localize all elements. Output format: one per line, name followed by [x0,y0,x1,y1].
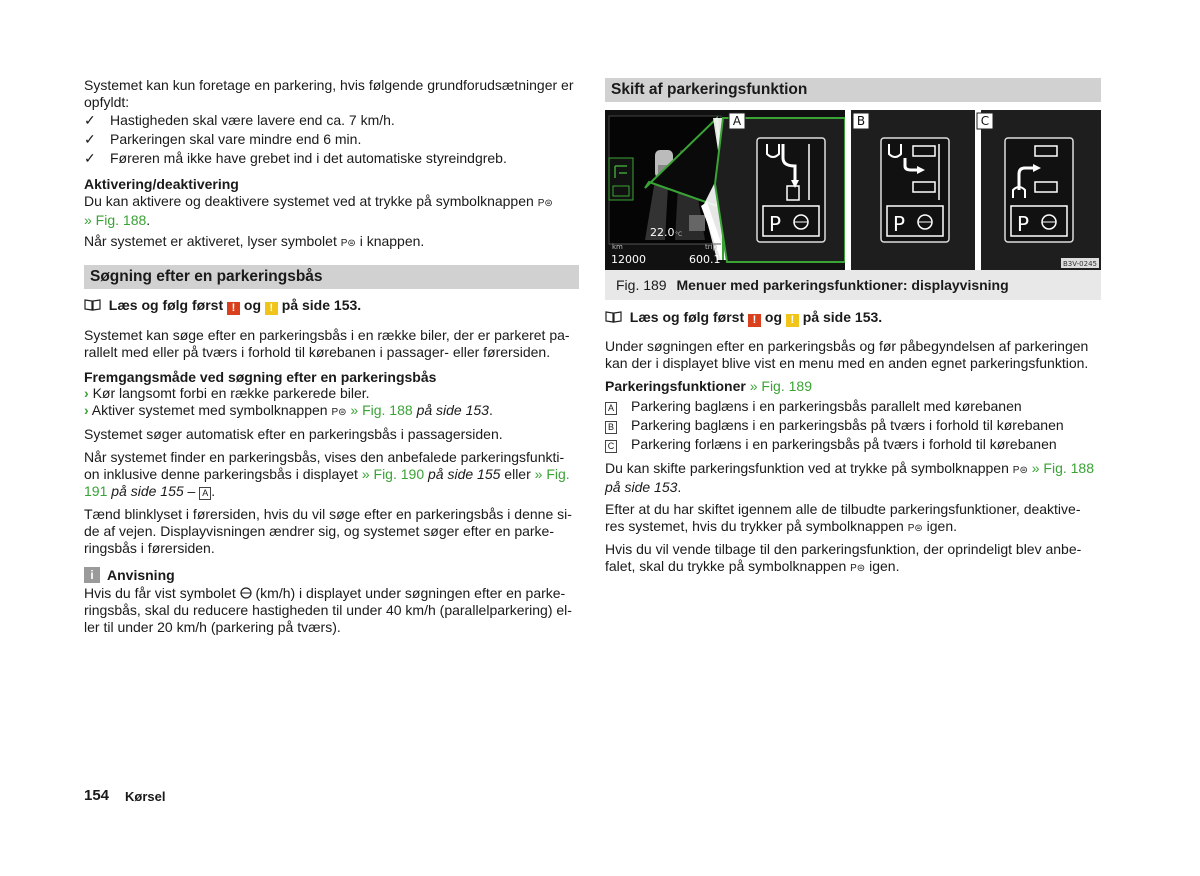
step-item: › Aktiver systemet med symbolknappen P⊜ » Fig. 188 på side 153. [84,402,493,418]
warning-yellow-icon: ! [786,314,799,327]
blinker-paragraph: Tænd blinklyset i førersiden, hvis du vil søge efter en parkeringsbås i denne si- de af vejen. Displayvisningen ændrer sig, og systemet søger efter en parke- ringsbås i førersiden. [84,506,572,556]
warning-red-icon: ! [227,302,240,315]
km-label: km [612,243,623,251]
key-label-c: C [605,440,617,453]
function-item: A Parkering baglæns i en parkeringsbås parallelt med kørebanen [605,398,1101,415]
fig-ref-link[interactable]: » Fig. 190 [361,466,425,482]
p-symbol: P [1017,212,1030,236]
park-button-icon: P⊜ [331,407,347,418]
procedure-title: Fremgangsmåde ved søgning efter en parkeringsbås [84,369,437,385]
page-number: 154 [84,787,110,804]
fig-ref-link[interactable]: » Fig. 188 [84,212,147,228]
check-icon: ✓ [84,112,96,128]
info-icon: i [84,567,100,583]
function-item: B Parkering baglæns i en parkeringsbås på tværs i forhold til kørebanen [605,417,1101,434]
trip-label: trip [705,243,718,251]
key-label-a: A [605,402,617,415]
arrow-right-icon: › [84,385,89,401]
temperature: 22.0 [650,226,675,239]
park-button-icon: P⊜ [537,198,553,209]
park-button-icon: P⊜ [907,523,923,534]
park-button-icon: P⊜ [1012,465,1028,476]
p-symbol: P [769,212,782,236]
park-button-icon: P⊜ [340,238,356,249]
activation-title: Aktivering/deaktivering [84,176,239,192]
fig-ref-link[interactable]: » Fig. 188 [350,402,413,418]
section-header-switch: Skift af parkeringsfunktion [605,78,1101,102]
panel-label-b: B [856,114,866,128]
key-label-b: B [605,421,617,434]
fig-ref-link[interactable]: » Fig. 188 [1031,460,1094,476]
functions-title: Parkeringsfunktioner » Fig. 189 [605,378,812,394]
fig-ref-link[interactable]: » Fig. [534,466,570,482]
under-paragraph: Under søgningen efter en parkeringsbås og før påbegyndelsen af parkeringen kan der i displayet blive vist en menu med en anden egnet parkeringsfunktion. [605,338,1089,371]
function-item: C Parkering forlæns i en parkeringsbås på tværs i forhold til kørebanen [605,436,1101,453]
check-icon: ✓ [84,150,96,166]
p-symbol: P [893,212,906,236]
park-button-icon: P⊜ [850,563,866,574]
fig-ref-link[interactable]: 191 [84,483,108,499]
figure-illustration [605,110,1101,270]
key-label-a: A [199,487,211,500]
read-first-notice: Læs og følg først ! og ! på side 153. [605,309,1101,327]
read-first-notice: Læs og følg først ! og ! på side 153. [84,297,579,315]
caption-number: Fig. 189 [616,277,667,293]
panel-label-a: A [732,114,742,128]
back-paragraph: Hvis du vil vende tilbage til den parkeringsfunktion, der oprindeligt blev anbe- falet, skal du trykke på symbolknappen P⊜ igen. [605,541,1082,574]
warning-yellow-icon: ! [265,302,278,315]
activation-text: Du kan aktivere og deaktivere systemet ved at trykke på symbolknappen P⊜ » Fig. 188. [84,193,553,228]
speed-limit-icon [240,587,252,599]
auto-search-text: Systemet søger automatisk efter en parkeringsbås i passagersiden. [84,426,503,442]
activated-text: Når systemet er aktiveret, lyser symbolet P⊜ i knappen. [84,233,425,249]
temperature-unit: °C [675,231,683,238]
step-item: › Kør langsomt forbi en række parkerede biler. [84,385,370,401]
intro-text: Systemet kan kun foretage en parkering, hvis følgende grundforudsætninger er opfyldt: [84,77,574,110]
panel-label-c: C [980,114,990,128]
figure-189 [605,110,1101,270]
warning-red-icon: ! [748,314,761,327]
arrow-right-icon: › [84,402,89,418]
note-title: Anvisning [107,567,175,583]
figure-caption [605,270,1101,300]
caption-text: Menuer med parkeringsfunktioner: displayvisning [676,277,1009,293]
book-icon [84,299,101,311]
after-paragraph: Efter at du har skiftet igennem alle de tilbudte parkeringsfunktioner, deaktive- res systemet, hvis du trykker på symbolknappen P⊜ igen. [605,501,1081,534]
section-header-search: Søgning efter en parkeringsbås [84,265,579,289]
fig-ref-link[interactable]: » Fig. 189 [749,378,812,394]
search-paragraph: Systemet kan søge efter en parkeringsbås i en række biler, der er parkeret pa- rallelt med eller på tværs i forhold til kørebanen i passager- eller førersiden. [84,327,570,360]
note-text: Hvis du får vist symbolet (km/h) i displayet under søgningen efter en parke- ringsbås, skal du reducere hastigheden til under 40 km/h (parallelparkering) el- ler til under 20 km/h (parkering på tværs). [84,585,572,635]
odometer: 12000 [611,253,646,266]
figure-code: B3V-0245 [1063,260,1097,268]
switch-paragraph: Du kan skifte parkeringsfunktion ved at trykke på symbolknappen P⊜ » Fig. 188 på side 153. [605,460,1094,495]
book-icon [605,311,622,323]
trip-value: 600.1 [689,253,721,266]
found-paragraph: Når systemet finder en parkeringsbås, vises den anbefalede parkeringsfunkti- on inklusive denne parkeringsbås i displayet » Fig. 190 på side 155 eller » Fig. 191 på side 155 – A . [84,449,570,499]
check-icon: ✓ [84,131,96,147]
chapter-name: Kørsel [125,789,166,804]
